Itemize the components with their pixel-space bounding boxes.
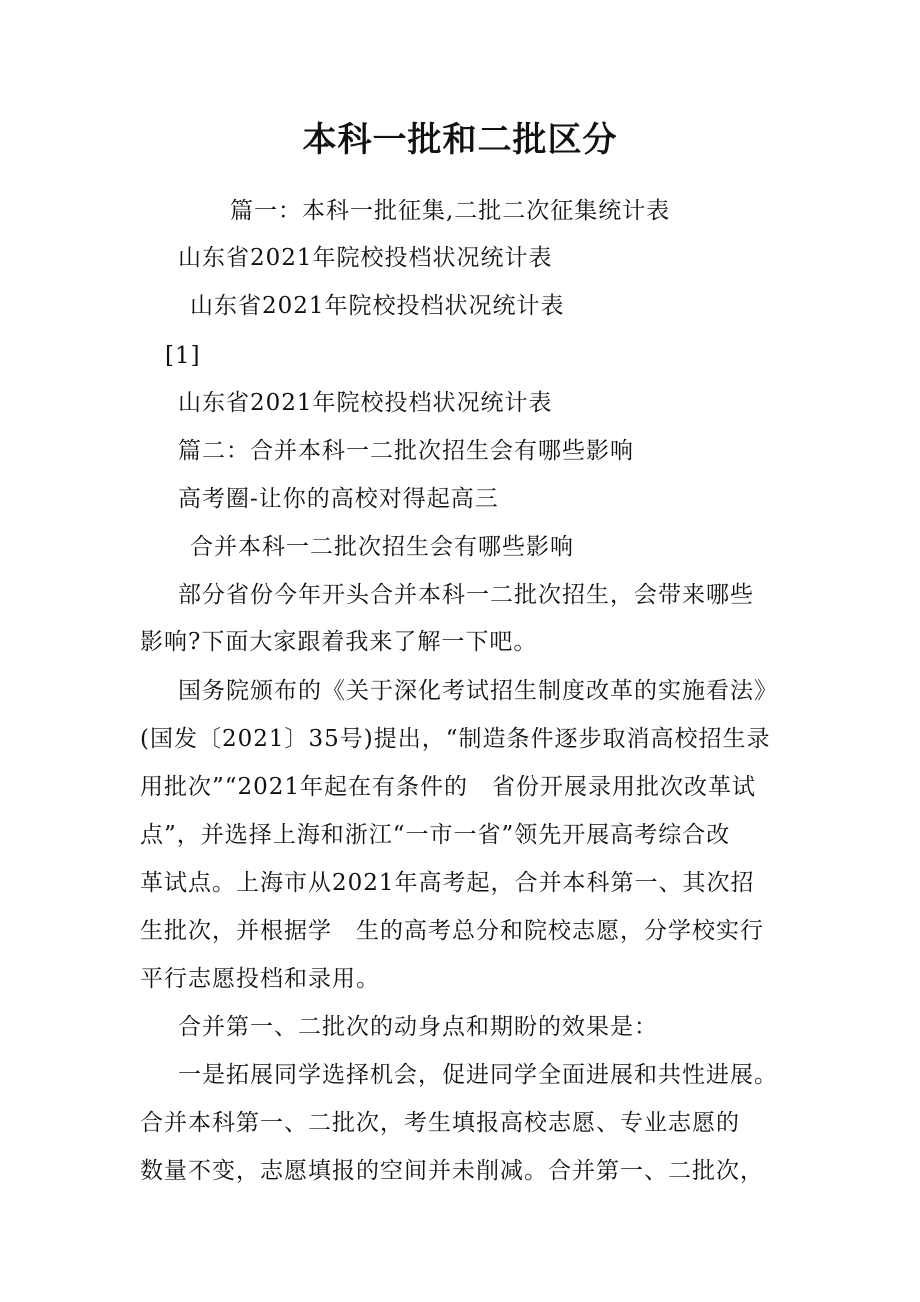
paragraph-line: [1] (165, 343, 201, 369)
paragraph-line: (国发〔2021〕35号)提出，“制造条件逐步取消高校招生录 (140, 726, 771, 752)
paragraph-line: 篇二：合并本科一二批次招生会有哪些影响 (178, 438, 634, 464)
paragraph-line: 高考圈-让你的高校对得起高三 (178, 486, 499, 512)
paragraph-line: 合并第一、二批次的动身点和期盼的效果是： (178, 1014, 658, 1040)
paragraph-line: 合并本科一二批次招生会有哪些影响 (190, 534, 574, 560)
document-title: 本科一批和二批区分 (302, 120, 618, 160)
paragraph-line: 一是拓展同学选择机会，促进同学全面进展和共性进展。 (178, 1062, 778, 1088)
paragraph-line: 篇一：本科一批征集,二批二次征集统计表 (230, 198, 671, 224)
paragraph-line: 点”，并选择上海和浙江“一市一省”领先开展高考综合改 (140, 822, 731, 848)
paragraph-line: 革试点。上海市从2021年高考起，合并本科第一、其次招 (140, 870, 755, 896)
paragraph-line: 影响?下面大家跟着我来了解一下吧。 (140, 629, 538, 655)
paragraph-line: 平行志愿投档和录用。 (140, 966, 380, 992)
paragraph-line: 山东省2021年院校投档状况统计表 (178, 245, 553, 271)
paragraph-line: 生批次，并根据学 生的高考总分和院校志愿，分学校实行 (140, 918, 764, 944)
paragraph-line: 国务院颁布的《关于深化考试招生制度改革的实施看法》 (178, 678, 778, 704)
paragraph-line: 合并本科第一、二批次，考生填报高校志愿、专业志愿的 (140, 1110, 740, 1136)
paragraph-line: 山东省2021年院校投档状况统计表 (190, 293, 565, 319)
paragraph-line: 数量不变，志愿填报的空间并未削减。合并第一、二批次， (140, 1158, 764, 1184)
paragraph-line: 山东省2021年院校投档状况统计表 (178, 390, 553, 416)
paragraph-line: 用批次”“2021年起在有条件的 省份开展录用批次改革试 (140, 774, 757, 800)
paragraph-line: 部分省份今年开头合并本科一二批次招生，会带来哪些 (178, 582, 754, 608)
